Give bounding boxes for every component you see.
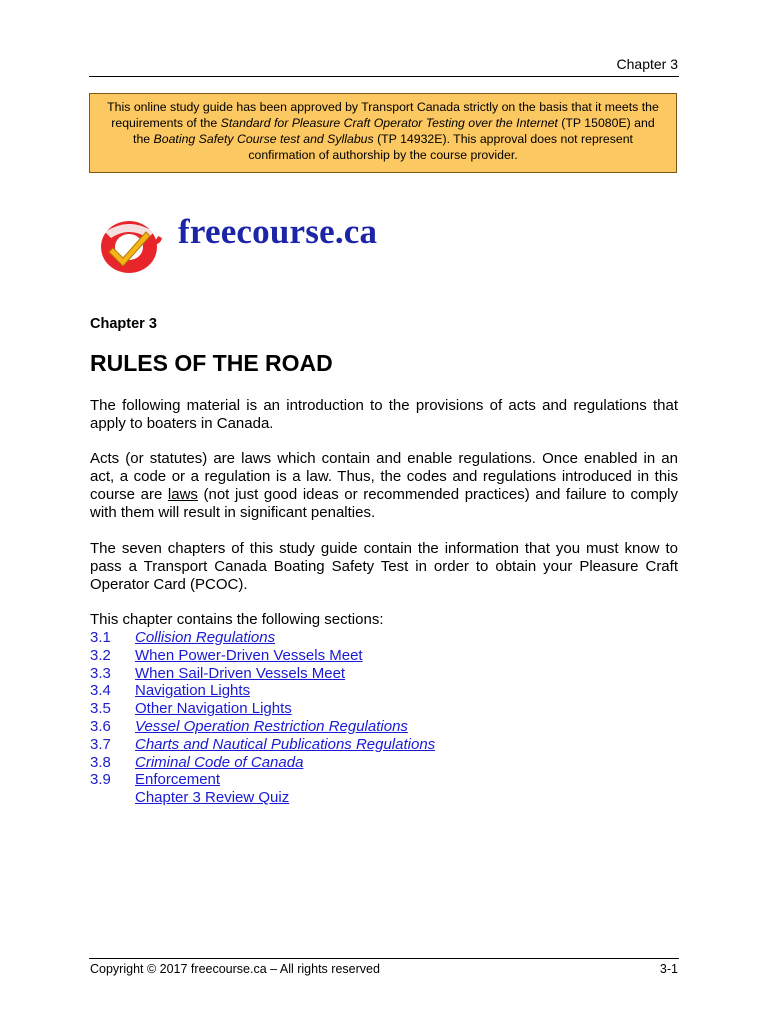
footer-rule — [89, 958, 679, 959]
paragraph-text: course are — [90, 486, 168, 503]
paragraph-line: with them will result in significant penalties. — [90, 504, 376, 521]
notice-line-4: confirmation of authorship by the course provider. — [248, 148, 518, 162]
toc-intro: This chapter contains the following sections: — [90, 611, 384, 628]
toc-item[interactable] — [90, 665, 435, 683]
paragraph-line: apply to boaters in Canada. — [90, 415, 274, 432]
review-quiz-link[interactable]: Chapter 3 Review Quiz — [135, 789, 290, 807]
section-number: 3.6 — [90, 717, 111, 735]
lifebuoy-logo-icon — [96, 218, 166, 274]
section-number: 3.1 — [90, 629, 111, 646]
section-number: 3.2 — [90, 646, 111, 664]
header-rule — [89, 76, 679, 77]
section-link-sail-driven[interactable]: When Sail-Driven Vessels Meet — [135, 664, 346, 682]
section-number: 3.8 — [90, 753, 111, 771]
notice-standard-title: Standard for Pleasure Craft Operator Testing over the Internet — [220, 116, 558, 130]
toc-item[interactable] — [90, 647, 435, 665]
section-number: 3.5 — [90, 700, 111, 718]
paragraph-text: (not just good ideas or recommended practices) and failure to comply — [197, 486, 678, 503]
toc-item[interactable] — [90, 718, 435, 736]
paragraph-line: Acts (or statutes) are laws which contain and enable regulations. Once enabled in an — [90, 450, 678, 467]
toc-item[interactable] — [90, 771, 435, 789]
section-link-power-driven[interactable]: When Power-Driven Vessels Meet — [135, 646, 363, 664]
paragraph-line — [90, 486, 678, 504]
paragraph-line: The seven chapters of this study guide contain the information that you must know to — [90, 540, 678, 557]
section-link-other-navigation-lights[interactable]: Other Navigation Lights — [135, 700, 292, 718]
notice-text: requirements of the — [111, 116, 221, 130]
toc-item[interactable] — [90, 789, 435, 807]
toc-item[interactable] — [90, 629, 435, 647]
approval-notice — [89, 93, 677, 173]
section-number: 3.7 — [90, 735, 111, 753]
page-number: 3-1 — [659, 962, 678, 976]
notice-text: (TP 15080E) and — [557, 116, 655, 130]
notice-line-2 — [90, 115, 676, 131]
footer-copyright: Copyright © 2017 freecourse.ca – All rights reserved — [90, 962, 380, 976]
laws-emphasis: laws — [167, 486, 198, 503]
notice-syllabus-title: Boating Safety Course test and Syllabus — [153, 132, 374, 146]
brand-name: freecourse.ca — [178, 212, 378, 251]
paragraph-line: Operator Card (PCOC). — [90, 576, 248, 593]
notice-text: (TP 14932E). This approval does not represent — [373, 132, 633, 146]
notice-line-3 — [90, 131, 676, 147]
chapters-paragraph — [90, 540, 678, 594]
paragraph-line: act, a code or a regulation is a law. Thus, the codes and regulations introduced in this — [90, 468, 678, 485]
section-link-enforcement[interactable]: Enforcement — [135, 771, 221, 789]
notice-text: the — [133, 132, 154, 146]
section-list — [90, 629, 435, 807]
toc-item[interactable] — [90, 754, 435, 772]
section-link-collision-regulations[interactable]: Collision Regulations — [135, 629, 276, 646]
acts-paragraph — [90, 450, 678, 522]
section-number: 3.4 — [90, 682, 111, 700]
page-title: RULES OF THE ROAD — [90, 350, 333, 376]
paragraph-line: pass a Transport Canada Boating Safety Test in order to obtain your Pleasure Craft — [90, 558, 678, 575]
notice-line-1: This online study guide has been approved by Transport Canada strictly on the basis that it meets the — [107, 100, 659, 114]
section-link-navigation-lights[interactable]: Navigation Lights — [135, 682, 251, 700]
section-number: 3.3 — [90, 664, 111, 682]
chapter-label: Chapter 3 — [90, 316, 157, 332]
section-link-charts-publications[interactable]: Charts and Nautical Publications Regulations — [135, 735, 436, 753]
section-number — [90, 789, 135, 807]
section-number: 3.9 — [90, 771, 111, 789]
intro-paragraph — [90, 397, 678, 433]
paragraph-line: The following material is an introduction to the provisions of acts and regulations that — [90, 397, 678, 414]
section-link-criminal-code[interactable]: Criminal Code of Canada — [135, 753, 304, 771]
toc-item[interactable] — [90, 682, 435, 700]
toc-item[interactable] — [90, 736, 435, 754]
toc-item[interactable] — [90, 700, 435, 718]
running-header: Chapter 3 — [616, 56, 678, 72]
section-link-vessel-operation[interactable]: Vessel Operation Restriction Regulations — [135, 717, 408, 735]
